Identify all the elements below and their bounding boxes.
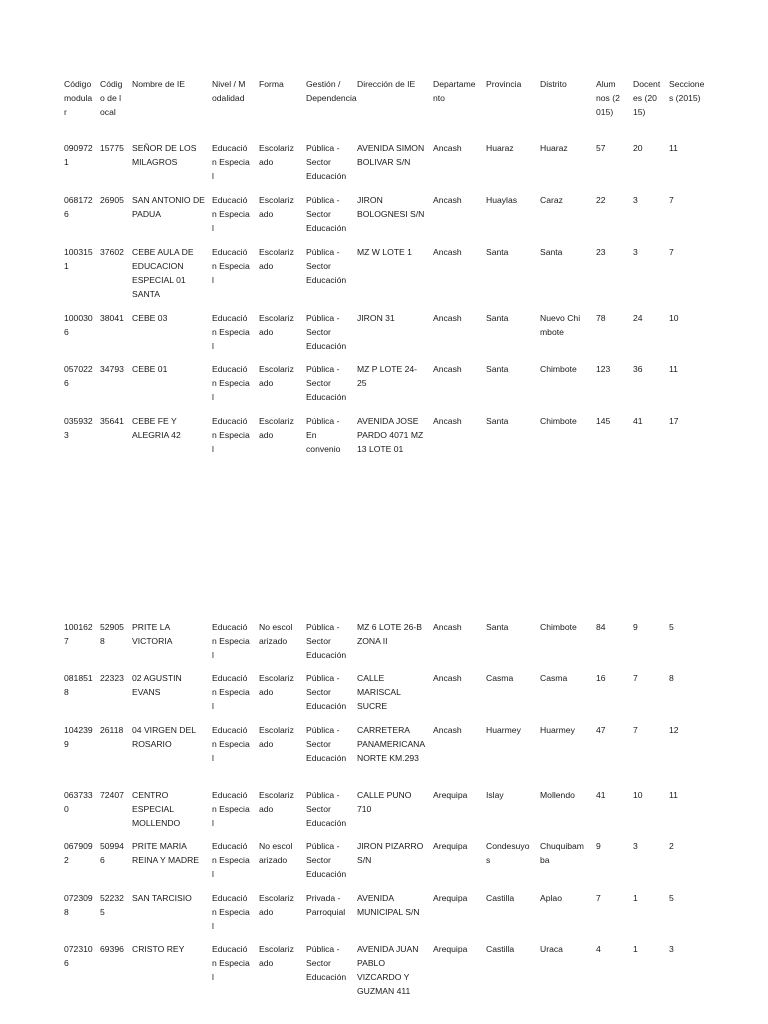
- table-cell: Ancash: [433, 673, 462, 683]
- table-cell: 11: [669, 790, 678, 800]
- header-provincia: Provincia: [486, 79, 522, 89]
- table-cell: Huarmey: [540, 725, 575, 735]
- table-cell: Educación Especial: [212, 143, 250, 181]
- table-cell: 17: [669, 416, 679, 426]
- header-nombre: Nombre de IE: [132, 79, 186, 89]
- table-cell: Escolarizado: [259, 364, 294, 388]
- table-cell: 26905: [100, 195, 124, 205]
- table-cell: Pública - Sector Educación: [306, 247, 347, 285]
- table-cell: 1000306: [64, 313, 93, 337]
- table-cell: Condesuyos: [486, 841, 530, 865]
- table-cell: JIRON 31: [357, 313, 395, 323]
- header-alumnos: Alumnos (2015): [596, 79, 620, 117]
- table-cell: 7: [669, 247, 674, 257]
- table-cell: Pública - Sector Educación: [306, 143, 347, 181]
- table-cell: 84: [596, 622, 606, 632]
- table-cell: 57: [596, 143, 606, 153]
- header-secciones: Secciones (2015): [669, 79, 705, 103]
- table-cell: 7: [669, 195, 674, 205]
- table-cell: Arequipa: [433, 790, 468, 800]
- header-codigo-modular: Código modular: [64, 79, 93, 117]
- table-cell: Pública - Sector Educación: [306, 364, 347, 402]
- table-cell: Pública - Sector Educación: [306, 725, 347, 763]
- table-cell: 02 AGUSTIN EVANS: [132, 673, 182, 697]
- table-cell: 12: [669, 725, 679, 735]
- table-cell: 35641: [100, 416, 124, 426]
- table-cell: Ancash: [433, 247, 462, 257]
- table-cell: 72407: [100, 790, 124, 800]
- table-cell: CEBE 01: [132, 364, 168, 374]
- table-cell: Mollendo: [540, 790, 575, 800]
- table-cell: 8: [669, 673, 674, 683]
- table-cell: 11: [669, 143, 678, 153]
- table-cell: Privada - Parroquial: [306, 893, 346, 917]
- table-cell: Pública - En convenio: [306, 416, 341, 454]
- table-cell: Educación Especial: [212, 841, 250, 879]
- table-cell: 10: [669, 313, 679, 323]
- table-cell: Arequipa: [433, 893, 468, 903]
- table-cell: Uraca: [540, 944, 563, 954]
- table-cell: Educación Especial: [212, 195, 250, 233]
- table-cell: MZ W LOTE 1: [357, 247, 412, 257]
- table-cell: 41: [633, 416, 643, 426]
- table-cell: SAN TARCISIO: [132, 893, 192, 903]
- table-cell: 22: [596, 195, 606, 205]
- table-cell: 4: [596, 944, 601, 954]
- table-cell: 1: [633, 944, 638, 954]
- table-cell: CEBE FE Y ALEGRIA 42: [132, 416, 181, 440]
- table-cell: 26118: [100, 725, 124, 735]
- table-cell: Pública - Sector Educación: [306, 841, 347, 879]
- table-cell: 11: [669, 364, 678, 374]
- table-cell: Pública - Sector Educación: [306, 944, 347, 982]
- table-cell: PRITE LA VICTORIA: [132, 622, 173, 646]
- table-cell: Casma: [486, 673, 514, 683]
- table-cell: Pública - Sector Educación: [306, 673, 347, 711]
- table-cell: 0723106: [64, 944, 93, 968]
- table-cell: Caraz: [540, 195, 563, 205]
- table-cell: CRISTO REY: [132, 944, 185, 954]
- table-cell: 0637330: [64, 790, 93, 814]
- table-cell: Huaraz: [540, 143, 568, 153]
- table-cell: Educación Especial: [212, 790, 250, 828]
- header-codigo-local: Código de local: [100, 79, 123, 117]
- table-cell: 2: [669, 841, 674, 851]
- table-cell: Escolarizado: [259, 673, 294, 697]
- table-cell: 34793: [100, 364, 124, 374]
- table-cell: Escolarizado: [259, 416, 294, 440]
- table-cell: Escolarizado: [259, 247, 294, 271]
- table-cell: AVENIDA JOSE PARDO 4071 MZ 13 LOTE 01: [357, 416, 424, 454]
- table-cell: 145: [596, 416, 611, 426]
- table-cell: 7: [633, 673, 638, 683]
- table-cell: 7: [596, 893, 601, 903]
- table-cell: Castilla: [486, 944, 515, 954]
- table-cell: Islay: [486, 790, 504, 800]
- table-cell: 0570226: [64, 364, 93, 388]
- header-direccion: Dirección de IE: [357, 79, 416, 89]
- header-gestion: Gestión / Dependencia: [306, 79, 357, 103]
- table-cell: CENTRO ESPECIAL MOLLENDO: [132, 790, 181, 828]
- table-cell: Educación Especial: [212, 364, 250, 402]
- table-cell: MZ P LOTE 24-25: [357, 364, 418, 388]
- table-cell: Aplao: [540, 893, 562, 903]
- table-cell: Educación Especial: [212, 622, 250, 660]
- table-cell: 509946: [100, 841, 124, 865]
- table-cell: Huaylas: [486, 195, 518, 205]
- table-cell: AVENIDA MUNICIPAL S/N: [357, 893, 420, 917]
- table-cell: 3: [633, 841, 638, 851]
- table-cell: 23: [596, 247, 606, 257]
- table-cell: Escolarizado: [259, 790, 294, 814]
- table-cell: 10: [633, 790, 643, 800]
- table-cell: Ancash: [433, 622, 462, 632]
- table-cell: 16: [596, 673, 606, 683]
- table-cell: SEÑOR DE LOS MILAGROS: [132, 143, 197, 167]
- table-cell: CEBE AULA DE EDUCACION ESPECIAL 01 SANTA: [132, 247, 194, 299]
- table-cell: Ancash: [433, 416, 462, 426]
- table-cell: Santa: [486, 247, 509, 257]
- table-cell: Ancash: [433, 364, 462, 374]
- table-cell: 0909721: [64, 143, 93, 167]
- table-cell: CARRETERA PANAMERICANA NORTE KM.293: [357, 725, 425, 763]
- table-cell: Chimbote: [540, 364, 577, 374]
- header-departamento: Departamento: [433, 79, 476, 103]
- table-cell: 123: [596, 364, 611, 374]
- table-cell: 1003151: [64, 247, 93, 271]
- table-cell: Escolarizado: [259, 944, 294, 968]
- table-cell: Escolarizado: [259, 143, 294, 167]
- table-cell: AVENIDA JUAN PABLO VIZCARDO Y GUZMAN 411: [357, 944, 419, 996]
- table-cell: Santa: [486, 416, 509, 426]
- table-cell: Educación Especial: [212, 725, 250, 763]
- table-cell: 3: [669, 944, 674, 954]
- table-cell: Educación Especial: [212, 247, 250, 285]
- table-cell: PRITE MARIA REINA Y MADRE: [132, 841, 200, 865]
- header-distrito: Distrito: [540, 79, 567, 89]
- table-cell: No escolarizado: [259, 841, 293, 865]
- table-cell: Pública - Sector Educación: [306, 790, 347, 828]
- table-cell: 69396: [100, 944, 124, 954]
- table-cell: Castilla: [486, 893, 515, 903]
- table-cell: Nuevo Chimbote: [540, 313, 581, 337]
- table-cell: Santa: [486, 313, 509, 323]
- table-cell: 0818518: [64, 673, 93, 697]
- header-docentes: Docentes (2015): [633, 79, 661, 117]
- table-cell: Ancash: [433, 313, 462, 323]
- table-cell: Santa: [540, 247, 563, 257]
- table-cell: 0679092: [64, 841, 93, 865]
- table-cell: Escolarizado: [259, 313, 294, 337]
- table-cell: 0359323: [64, 416, 93, 440]
- table-cell: Chuquibamba: [540, 841, 584, 865]
- table-cell: Educación Especial: [212, 944, 250, 982]
- table-cell: 9: [633, 622, 638, 632]
- table-cell: SAN ANTONIO DE PADUA: [132, 195, 205, 219]
- table-cell: 522325: [100, 893, 124, 917]
- table-cell: Huarmey: [486, 725, 521, 735]
- table-cell: 0681726: [64, 195, 93, 219]
- table-cell: 38041: [100, 313, 124, 323]
- table-cell: Educación Especial: [212, 893, 250, 931]
- table-cell: Pública - Sector Educación: [306, 195, 347, 233]
- table-cell: Santa: [486, 364, 509, 374]
- table-cell: JIRON PIZARRO S/N: [357, 841, 424, 865]
- table-cell: Ancash: [433, 725, 462, 735]
- table-cell: Escolarizado: [259, 893, 294, 917]
- table-cell: CALLE PUNO 710: [357, 790, 412, 814]
- header-nivel: Nivel / Modalidad: [212, 79, 246, 103]
- table-cell: CALLE MARISCAL SUCRE: [357, 673, 401, 711]
- table-cell: Escolarizado: [259, 725, 294, 749]
- table-cell: Pública - Sector Educación: [306, 622, 347, 660]
- table-cell: Educación Especial: [212, 673, 250, 711]
- table-cell: 47: [596, 725, 606, 735]
- table-cell: Ancash: [433, 195, 462, 205]
- table-cell: Educación Especial: [212, 313, 250, 351]
- table-cell: AVENIDA SIMON BOLIVAR S/N: [357, 143, 425, 167]
- table-cell: 9: [596, 841, 601, 851]
- table-cell: 1: [633, 893, 638, 903]
- table-cell: Santa: [486, 622, 509, 632]
- table-cell: 41: [596, 790, 606, 800]
- table-cell: No escolarizado: [259, 622, 293, 646]
- table-cell: Educación Especial: [212, 416, 250, 454]
- table-cell: 24: [633, 313, 643, 323]
- table-cell: Huaraz: [486, 143, 514, 153]
- table-cell: JIRON BOLOGNESI S/N: [357, 195, 425, 219]
- table-cell: CEBE 03: [132, 313, 168, 323]
- table-cell: MZ 6 LOTE 26-B ZONA II: [357, 622, 422, 646]
- table-cell: Arequipa: [433, 841, 468, 851]
- table-cell: 78: [596, 313, 606, 323]
- table-cell: 3: [633, 247, 638, 257]
- table-cell: 1042399: [64, 725, 93, 749]
- table-cell: 0723098: [64, 893, 93, 917]
- table-cell: 15775: [100, 143, 124, 153]
- table-cell: Pública - Sector Educación: [306, 313, 347, 351]
- table-cell: Casma: [540, 673, 568, 683]
- header-forma: Forma: [259, 79, 284, 89]
- table-cell: 04 VIRGEN DEL ROSARIO: [132, 725, 196, 749]
- table-cell: Ancash: [433, 143, 462, 153]
- table-cell: 36: [633, 364, 643, 374]
- table-cell: 529058: [100, 622, 124, 646]
- table-cell: Chimbote: [540, 416, 577, 426]
- table-cell: Escolarizado: [259, 195, 294, 219]
- table-cell: Arequipa: [433, 944, 468, 954]
- table-cell: 3: [633, 195, 638, 205]
- table-cell: 20: [633, 143, 643, 153]
- table-cell: 5: [669, 893, 674, 903]
- table-cell: 22323: [100, 673, 124, 683]
- table-cell: Chimbote: [540, 622, 577, 632]
- table-cell: 5: [669, 622, 674, 632]
- table-cell: 37602: [100, 247, 124, 257]
- table-cell: 7: [633, 725, 638, 735]
- table-cell: 1001627: [64, 622, 93, 646]
